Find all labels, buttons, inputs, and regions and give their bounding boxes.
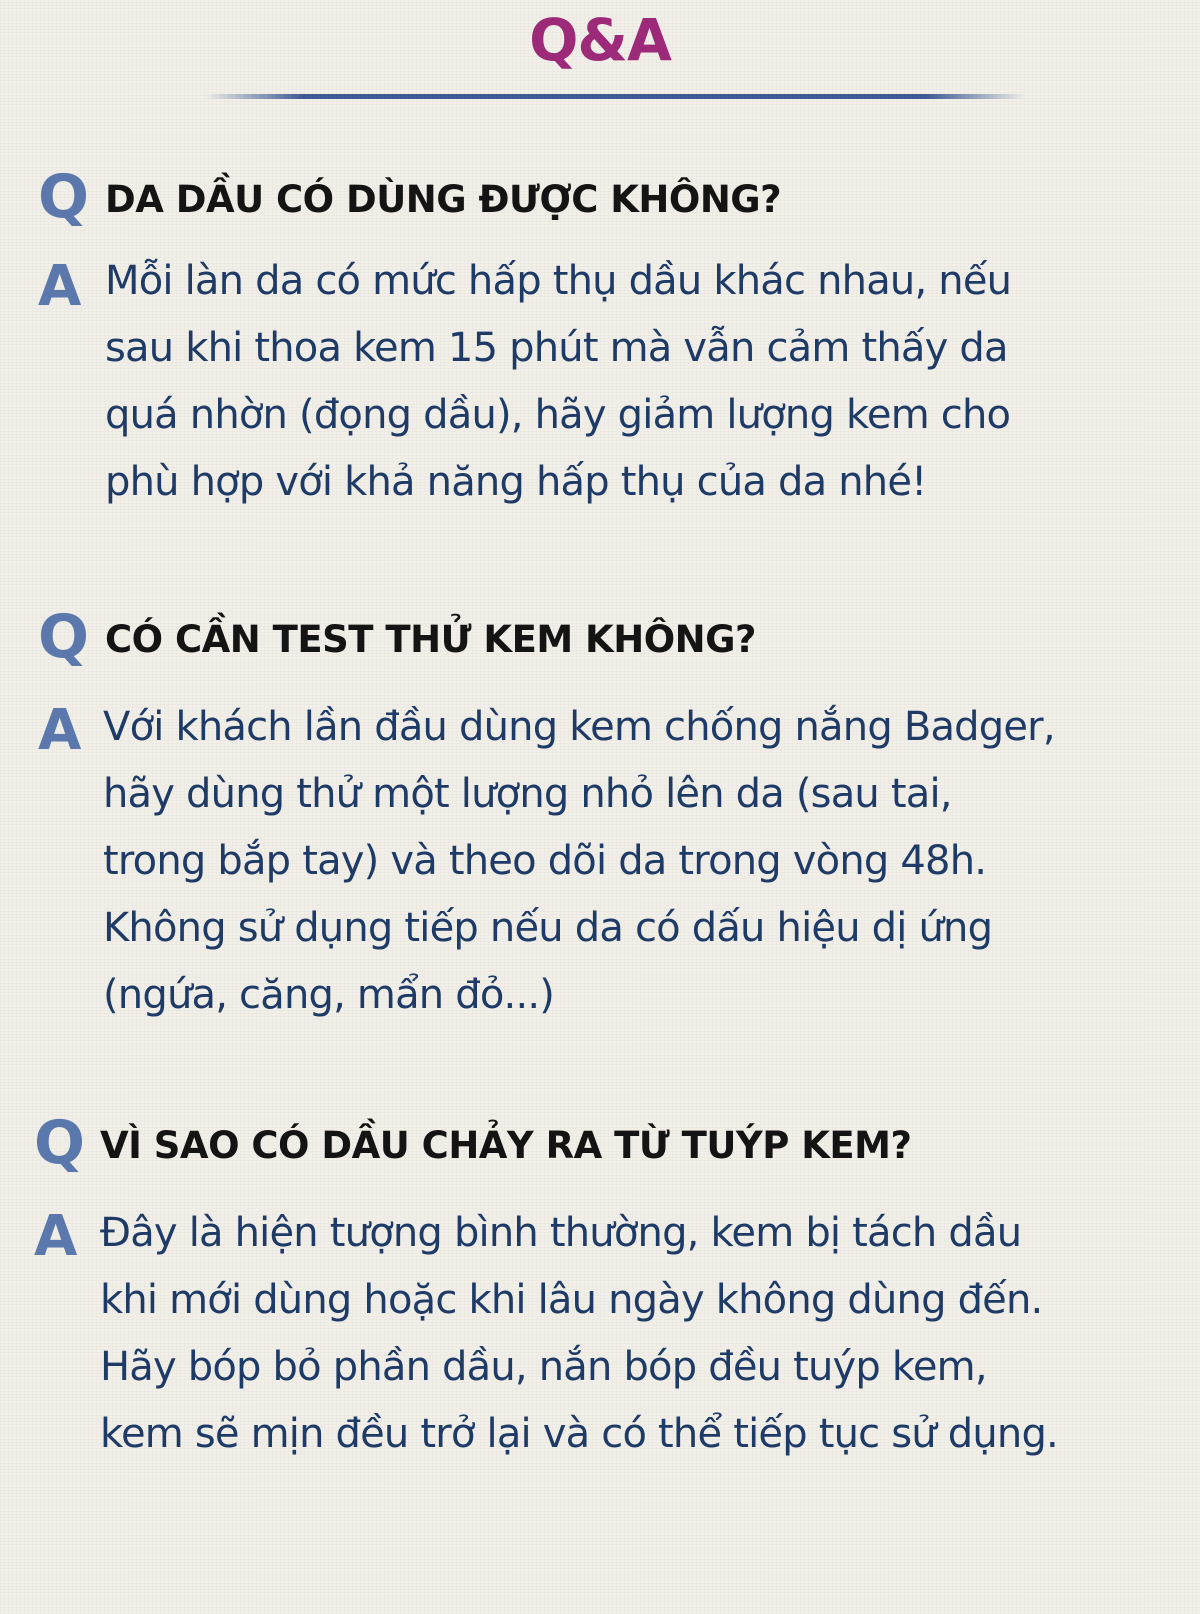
question-row <box>0 602 1200 682</box>
answer-line: trong bắp tay) và theo dõi da trong vòng 48h. <box>103 838 987 884</box>
answer-line: kem sẽ mịn đều trở lại và có thể tiếp tục sử dụng. <box>100 1411 1058 1457</box>
answer-text <box>103 694 1055 1029</box>
question-text: CÓ CẦN TEST THỬ KEM KHÔNG? <box>105 618 756 661</box>
answer-line: Mỗi làn da có mức hấp thụ dầu khác nhau, nếu <box>105 258 1012 304</box>
a-marker: A <box>34 1204 78 1269</box>
qa-item-3 <box>0 1108 1200 1457</box>
qa-item-1 <box>0 162 1200 505</box>
question-row <box>0 1108 1200 1188</box>
answer-line: Không sử dụng tiếp nếu da có dấu hiệu dị ứng <box>103 905 993 951</box>
q-marker: Q <box>34 1108 86 1178</box>
answer-line: Với khách lần đầu dùng kem chống nắng Badger, <box>103 704 1055 750</box>
answer-line: sau khi thoa kem 15 phút mà vẫn cảm thấy da <box>105 325 1008 371</box>
answer-text <box>100 1200 1058 1468</box>
a-marker: A <box>38 698 82 763</box>
answer-line: khi mới dùng hoặc khi lâu ngày không dùng đến. <box>100 1277 1043 1323</box>
title-divider <box>205 94 1025 99</box>
answer-line: hãy dùng thử một lượng nhỏ lên da (sau tai, <box>103 771 952 817</box>
question-row <box>0 162 1200 242</box>
q-marker: Q <box>38 162 90 232</box>
answer-line: Đây là hiện tượng bình thường, kem bị tách dầu <box>100 1210 1022 1256</box>
qa-item-2 <box>0 602 1200 1018</box>
a-marker: A <box>38 254 82 319</box>
q-marker: Q <box>38 602 90 672</box>
answer-text <box>105 248 1011 516</box>
question-text: VÌ SAO CÓ DẦU CHẢY RA TỪ TUÝP KEM? <box>100 1124 912 1167</box>
page-title: Q&A <box>529 6 671 74</box>
answer-line: phù hợp với khả năng hấp thụ của da nhé! <box>105 459 927 505</box>
answer-line: quá nhờn (đọng dầu), hãy giảm lượng kem cho <box>105 392 1011 438</box>
question-text: DA DẦU CÓ DÙNG ĐƯỢC KHÔNG? <box>105 178 782 221</box>
answer-line: (ngứa, căng, mẩn đỏ...) <box>103 972 555 1018</box>
answer-line: Hãy bóp bỏ phần dầu, nắn bóp đều tuýp kem, <box>100 1344 987 1390</box>
